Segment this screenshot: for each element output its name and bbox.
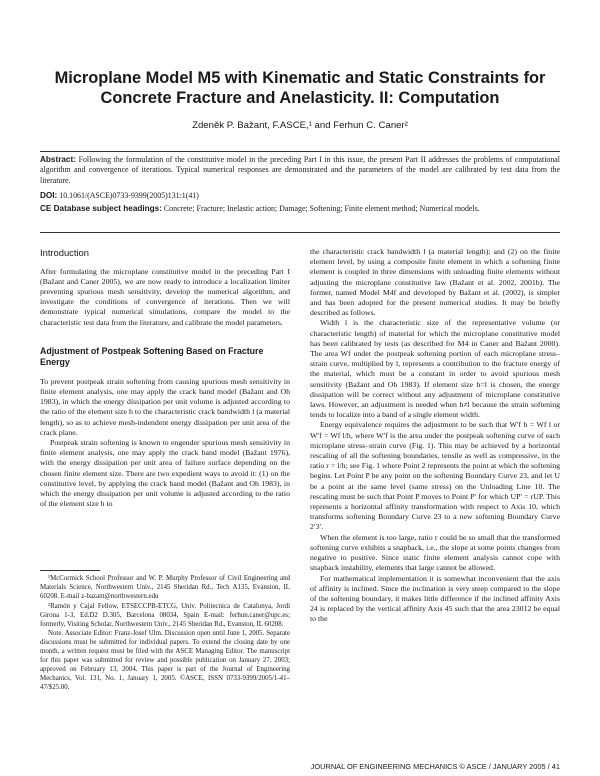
page-footer: JOURNAL OF ENGINEERING MECHANICS © ASCE / JANUARY 2005 / 41 bbox=[310, 762, 560, 771]
footnotes bbox=[40, 575, 290, 694]
abstract-body: Following the formulation of the constitutive model in the preceding Part I in this issue, the present Part II addresses the problems of computational algorithm and convergence of iterations. Typical numerical responses are demonstrated and the parameters of the model are calibrated by test data from the literature. bbox=[40, 155, 560, 185]
right-paragraph-2: Width l is the characteristic size of the representative volume (or characteristic length) of material for which the microplane constitutive model has been calibrated by tests (as described for M4 in Caner and Bažant 2000). The area Wf under the postpeak softening portion of each microplane stress–strain curve, multiplied by l, represents a contribution to the fracture energy of the material, which must be a constant in order to avoid spurious mesh sensitivity (Bažant and Oh 1983). If element size h=l is chosen, the energy dissipation will be correct without any adjustment of microplane constitutive laws. However, an adjustment is needed when h≠l because the strain softening tends to localize into a band of a single element width. bbox=[310, 318, 560, 420]
footnote-1: ¹McCormick School Professor and W. P. Murphy Professor of Civil Engineering and Materials Science, Northwestern Univ., 2145 Sheridan Rd., Tech A135, Evanston, IL 60208. E-mail z-bazant@northwestern.edu bbox=[40, 575, 290, 600]
right-paragraph-5: For mathematical implementation it is somewhat inconvenient that the axis of affinity is inclined. Since the inclination is very steep compared to the slope of the softening boundary, it makes little difference if the inclined affinity Axis 24 is replaced by the vertical affinity Axis 45 such that the area 23012 be equal to the bbox=[310, 573, 560, 624]
right-paragraph-4: When the element is too large, ratio r could be so small that the transformed softening curve exhibits a snapback, i.e., the slope at some points changes from negative to positive. Since static finite element analysis cannot cope with snapback instability, elements that large cannot be allowed. bbox=[310, 532, 560, 573]
doi-line bbox=[40, 190, 560, 201]
abstract-label: Abstract: bbox=[40, 155, 76, 164]
abstract-top-rule bbox=[40, 151, 560, 152]
author-line: Zdeněk P. Bažant, F.ASCE,¹ and Ferhun C. Caner² bbox=[192, 120, 408, 131]
abstract-block bbox=[40, 155, 560, 214]
footnote-rule bbox=[40, 570, 100, 571]
subject-headings-value: Concrete; Fracture; Inelastic action; Damage; Softening; Finite element method; Numerical models. bbox=[161, 204, 480, 214]
intro-paragraph: After formulating the microplane constitutive model in the preceding Part I (Bažant and Caner 2005), we are now ready to introduce a localization limiter preventing spurious mesh sensitivity, develop the numerical algorithm, and investigate the conditions of convergence of iterations. Then we will demonstrate typical numerical simulations, compare the model to the characteristic test data from the literature, and calibrate the model parameters. bbox=[40, 266, 290, 327]
doi-label: DOI: bbox=[40, 191, 58, 201]
right-column bbox=[310, 247, 560, 625]
right-paragraph-1: the characteristic crack bandwidth l (a material length); and (2) on the finite element level, by using a composite finite element in which a softening finite element is coupled in three dimensions with unloading finite elements without adjusting the microplane constitutive law (Bažant et al. 2002, 2001b). The former, named Model M4f and developed by Bažant et al. (2002), is simpler and has been adopted for the present numerical studies. It may be briefly described as follows. bbox=[310, 247, 560, 318]
subject-headings-line bbox=[40, 203, 560, 214]
subject-headings-label: CE Database subject headings: bbox=[40, 204, 162, 214]
section-paragraph-1: To prevent postpeak strain softening from causing spurious mesh sensitivity in finite element analysis, one may apply the crack band model (Bažant and Oh 1983), in which the energy dissipation per unit volume is adjusted according to the ratio of the element size h to the characteristic crack bandwidth l (a material length), so as to achieve mesh-indendent energy dissipation per unit area of the crack plane. bbox=[40, 376, 290, 437]
footnote-note: Note. Associate Editor: Franz-Josef Ulm. Discussion open until June 1, 2005. Separate discussions must be submitted for individual papers. To extend the closing date by one month, a written request must be filed with the ASCE Managing Editor. The manuscript for this paper was submitted for review and possible publication on January 27, 2003; approved on February 13, 2004. This paper is part of the Journal of Engineering Mechanics, Vol. 131, No. 1, January 1, 2005. ©ASCE, ISSN 0733-9399/2005/1-41–47/$25.00. bbox=[40, 630, 290, 691]
left-column bbox=[40, 247, 290, 509]
right-paragraph-3: Energy equivalence requires the adjustment to be such that W′f h = Wf l or W′f = Wf l/h, where W′f is the area under the postpeak softening curve of each microplane stress–strain curve (Fig. 1). This may be achieved by a horizontal rescaling of all the softening boundaries, tensile as well as compressive, in the ratio r = l/h; see Fig. 1 where Point 2 represents the point at which the softening begins. Let Point P be any point on the softening Boundary Curve 23, and let U be a point at the same level (same stress) on the Unloading Line 10. The rescaling must be such that Point P moves to Point P′ for which UP′ = rUP. This represents a horizontal affinity transformation with respect to Axis 10, which transforms softening Boundary Curve 23 to a new softening Boundary Curve 2′3′. bbox=[310, 420, 560, 532]
section-heading: Adjustment of Postpeak Softening Based on Fracture Energy bbox=[40, 345, 264, 368]
abstract-bottom-rule bbox=[40, 232, 560, 233]
footnote-2: ²Ramón y Cajal Fellow, ETSECCPB-ETCG, Univ. Politecnica de Catalunya, Jordi Girona 1-3, Ed.D2 D.305, Barcelona 08034, Spain E-mail: ferhun.caner@upc.es; formerly, Visiting Scholar, Northwestern Univ., 2145 Sheridan Rd., Evanston, IL 60208. bbox=[40, 602, 290, 628]
paper-title: Microplane Model M5 with Kinematic and Static Constraints for Concrete Fracture and Anelasticity. II: Computation bbox=[54, 69, 546, 107]
doi-value: 10.1061/(ASCE)0733-9399(2005)131:1(41) bbox=[57, 191, 199, 201]
section-paragraph-2: Postpeak strain softening is known to engender spurious mesh sensitivity in finite element analysis, one may apply the crack band model (Bažant 1976), with the energy dissipation per unit area of failure surface depending on the chosen finite element size. There are two expedient ways to avoid it: (1) on the constitutive level, by applying the crack band model (Bažant and Oh 1983), in which the energy dissipation per unit volume is adjusted according to the ratio of the element size h to bbox=[40, 437, 290, 509]
abstract bbox=[40, 155, 560, 186]
intro-heading: Introduction bbox=[40, 247, 89, 258]
